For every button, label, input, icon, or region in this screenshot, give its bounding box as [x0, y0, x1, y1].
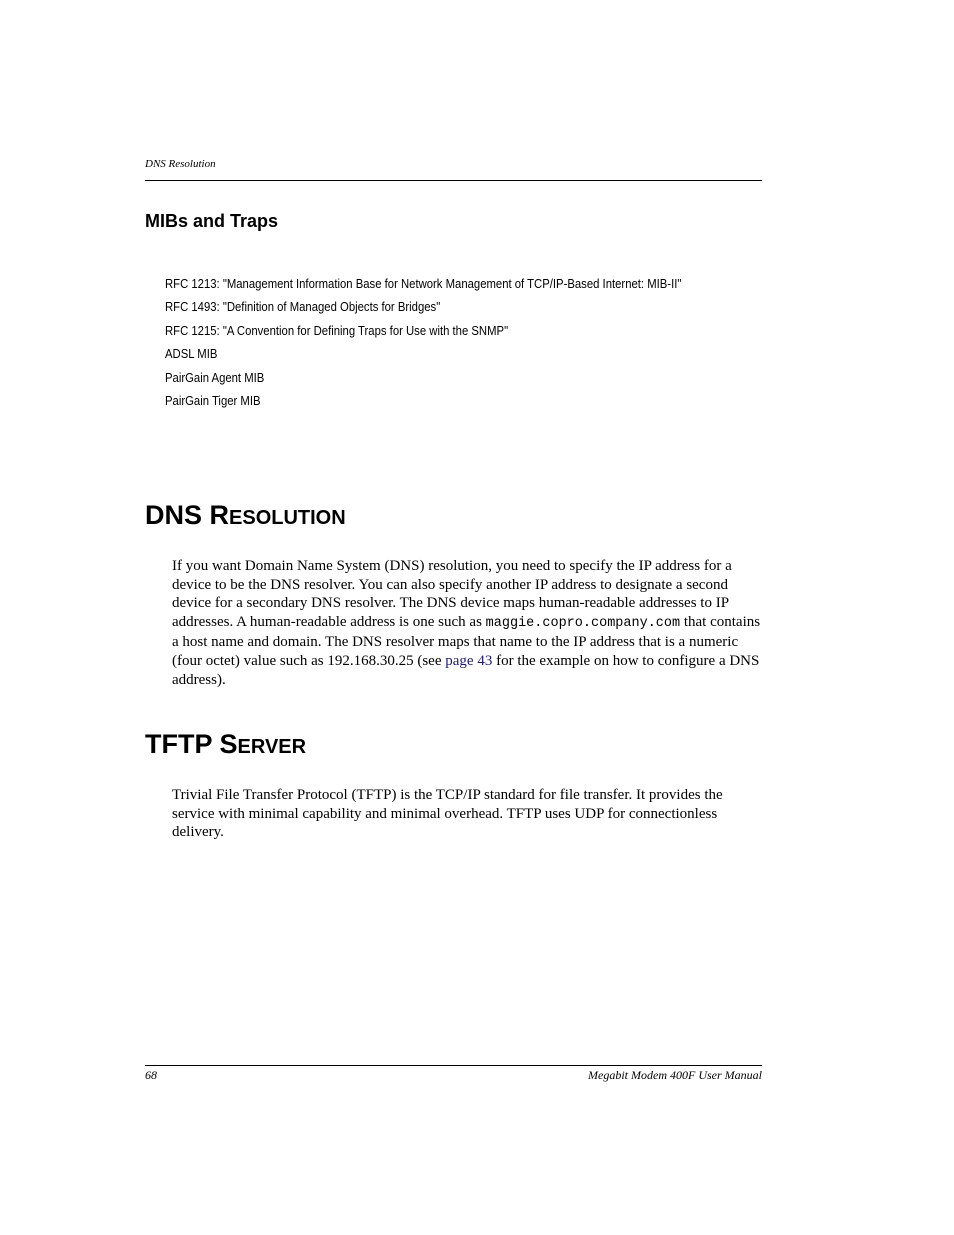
list-item: RFC 1493: "Definition of Managed Objects for Bridges" — [165, 299, 441, 315]
paragraph-text: for the example on how to configure a DNS address). — [172, 652, 760, 688]
page-number: 68 — [145, 1068, 157, 1082]
mib-list — [165, 275, 681, 415]
dns-paragraph — [172, 557, 762, 689]
header-rule — [145, 180, 762, 181]
heading-small-caps: ESOLUTION — [229, 507, 346, 529]
heading-capitals: TFTP S — [145, 729, 238, 759]
heading-capitals: DNS R — [145, 500, 230, 530]
running-header: DNS Resolution — [145, 158, 216, 170]
paragraph-text: If you want Domain Name System (DNS) resolution, you need to specify the IP address for a device to be the DNS resolver. You can also specify another IP address to designate a second device for a secondary DNS resolver. The DNS device maps human-readable addresses to IP addresses. A human-readable address is one such as — [172, 558, 732, 630]
list-item: PairGain Tiger MIB — [165, 392, 261, 408]
list-item: ADSL MIB — [165, 346, 218, 362]
list-item: RFC 1215: "A Convention for Defining Traps for Use with the SNMP" — [165, 322, 509, 338]
paragraph-text: that contains a host name and domain. The DNS resolver maps that name to the IP address that is a numeric (four octet) value such as 192.168.30.25 (see — [172, 613, 761, 669]
list-item: RFC 1213: "Management Information Base for Network Management of TCP/IP-Based Internet: MIB-II" — [165, 276, 682, 291]
example-address: maggie.copro.company.com — [485, 615, 681, 631]
page-43-link[interactable]: page 43 — [445, 652, 493, 669]
list-item: PairGain Agent MIB — [165, 369, 265, 385]
heading-small-caps: ERVER — [237, 736, 307, 758]
dns-resolution-heading — [145, 500, 346, 533]
footer-rule — [145, 1065, 762, 1066]
tftp-server-heading — [145, 729, 306, 762]
mibs-heading: MIBs and Traps — [145, 211, 279, 231]
tftp-paragraph: Trivial File Transfer Protocol (TFTP) is the TCP/IP standard for file transfer. It provides the service with minimal capability and minimal overhead. TFTP uses UDP for connectionless delivery. — [172, 787, 723, 841]
manual-title: Megabit Modem 400F User Manual — [588, 1068, 762, 1082]
